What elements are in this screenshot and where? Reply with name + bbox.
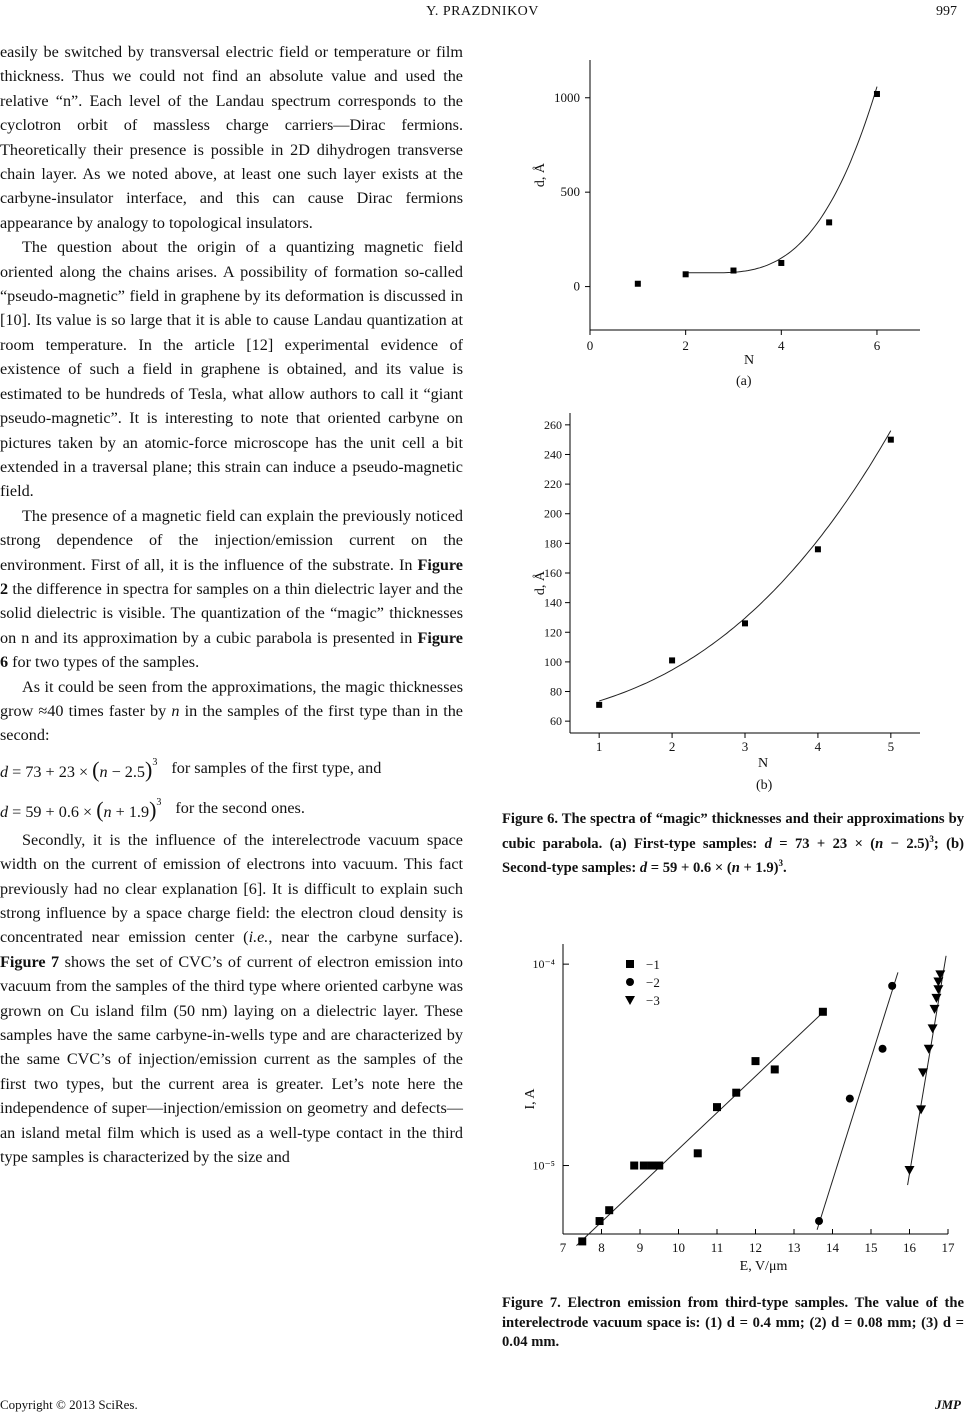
data-point xyxy=(888,437,894,443)
formula-1-text: for samples of the first type, and xyxy=(171,758,382,777)
x-tick-label: 12 xyxy=(749,1240,762,1255)
data-point-series-2 xyxy=(815,1217,823,1225)
p5-text-c: shows the set of CVC’s of current of electron emission into vacuum from the samples of the third type where oriented carbyne was grown on Cu island film (50 nm) laying on a dielectric layer. These samples have the same carbyne-in-wells type and are characterized by the same CVC’s of injection/emission current as the samples of the first two types, but the current area is greater. Let’s note here the independence of super—injection/emission on geometry and defects—an island metal film which is used as a well-type contact in the third type samples is characterized by the size and xyxy=(0,952,463,1167)
figure-6b-label: (b) xyxy=(756,778,773,793)
page-number: 997 xyxy=(936,4,957,19)
data-point-series-1 xyxy=(596,1217,604,1225)
data-point-series-2 xyxy=(888,982,896,990)
data-point xyxy=(596,702,602,708)
y-tick-label: 120 xyxy=(544,625,562,640)
x-tick-label: 15 xyxy=(864,1240,878,1255)
paragraph-5 xyxy=(0,828,463,1170)
formula-first-type xyxy=(0,748,463,788)
x-tick-label: 17 xyxy=(941,1240,955,1255)
x-axis-label: N xyxy=(743,353,755,368)
figure-6b-chart xyxy=(520,408,940,778)
data-point-series-1 xyxy=(578,1237,586,1245)
y-tick-label: 100 xyxy=(544,654,562,669)
fit-line-2 xyxy=(817,972,898,1229)
data-point-series-1 xyxy=(771,1065,779,1073)
body-text-column xyxy=(0,40,463,1169)
data-point-series-1 xyxy=(605,1206,613,1214)
y-tick-label: 10⁻⁵ xyxy=(532,1158,555,1173)
fit-curve xyxy=(686,87,877,273)
p3-text-c: for two types of the samples. xyxy=(8,653,200,672)
paragraph-3 xyxy=(0,504,463,675)
figure-6-ref: Figure 6 xyxy=(0,628,463,672)
formula-2-equation: $d = 59 + 0.6 \times (n + 1.9)^3$ xyxy=(0,797,162,823)
data-point-series-1 xyxy=(655,1162,663,1170)
y-tick-label: 0 xyxy=(573,278,580,294)
y-tick-label: 200 xyxy=(544,506,562,521)
data-point xyxy=(826,219,832,225)
y-axis-label: d, Å xyxy=(533,162,548,188)
y-tick-label: 60 xyxy=(550,714,562,729)
p5-ie: i.e. xyxy=(248,928,269,947)
data-point-series-1 xyxy=(640,1162,648,1170)
x-tick-label: 3 xyxy=(741,739,749,754)
formula-1-equation: $d = 73 + 23 \times (n - 2.5)^3$ xyxy=(0,757,158,783)
data-point-series-3 xyxy=(916,1105,926,1114)
y-tick-label: 500 xyxy=(560,184,580,200)
data-point-series-3 xyxy=(905,1166,915,1175)
footer-journal: JMP xyxy=(935,1397,961,1412)
x-axis-label: E, V/μm xyxy=(739,1259,788,1274)
legend-label-1: −1 xyxy=(646,957,660,972)
y-tick-label: 10⁻⁴ xyxy=(532,957,555,972)
x-axis-label: N xyxy=(757,756,769,771)
x-tick-label: 2 xyxy=(682,338,689,353)
figure-7-ref: Figure 7 xyxy=(0,952,60,971)
formula-second-type xyxy=(0,788,463,828)
y-tick-label: 180 xyxy=(544,536,562,551)
x-tick-label: 2 xyxy=(668,739,676,754)
x-tick-label: 7 xyxy=(559,1240,567,1255)
running-header-author: Y. PRAZDNIKOV xyxy=(426,4,539,19)
data-point-series-2 xyxy=(846,1095,854,1103)
data-point-series-3 xyxy=(933,985,943,994)
x-tick-label: 9 xyxy=(636,1240,644,1255)
y-tick-label: 260 xyxy=(544,417,562,432)
data-point-series-3 xyxy=(930,1005,940,1014)
figure-6-caption: Figure 6. The spectra of “magic” thicknesses and their approximations by cubic parabola. (a) First-type samples: $d = 73 + 23 \times (n - 2.5)^3$; (b) Second-type samples: $d = 59 + 0.6 \times (n + 1.9)^3$. xyxy=(502,811,964,876)
data-point-series-3 xyxy=(924,1045,934,1054)
data-point-series-3 xyxy=(931,994,941,1003)
y-axis-label: d, Å xyxy=(533,570,548,596)
data-point-series-1 xyxy=(819,1008,827,1016)
data-point-series-1 xyxy=(648,1162,656,1170)
x-tick-label: 10 xyxy=(672,1240,685,1255)
figure-2-ref: Figure 2 xyxy=(0,555,463,598)
y-tick-label: 1000 xyxy=(554,89,580,105)
x-tick-label: 16 xyxy=(903,1240,916,1255)
p5-text-a: Secondly, it is the influence of the interelectrode vacuum space width on the current of emission of electrons into vacuum. This fact previously had no clear explanation [6]. It is difficult to explain such strong influence by a space charge field: the electron cloud density is concentrated near emission center ( xyxy=(0,830,463,947)
y-tick-label: 140 xyxy=(544,595,562,610)
x-tick-label: 1 xyxy=(595,739,603,754)
p4-text-b: in the samples of the first type than in the second: xyxy=(0,701,463,745)
p3-text-b: the difference in spectra for samples on a thin dielectric layer and the solid dielectric is visible. The quantization of the “magic” thicknesses on n and its approximation by a cubic parabola is presented in xyxy=(0,579,463,647)
figure-7-caption: Figure 7. Electron emission from third-type samples. The value of the interelectrode vacuum space is: (1) d = 0.4 mm; (2) d = 0.08 mm; (3) d = 0.04 mm. xyxy=(502,1295,964,1351)
data-point xyxy=(683,271,689,277)
legend-marker-2 xyxy=(626,978,634,986)
figure-6a-chart xyxy=(520,50,940,370)
x-tick-label: 14 xyxy=(826,1240,839,1255)
p5-text-b: , near the carbyne surface). xyxy=(268,928,463,947)
x-tick-label: 8 xyxy=(598,1240,605,1255)
x-tick-label: 5 xyxy=(887,739,895,754)
data-point-series-1 xyxy=(694,1149,702,1157)
data-point-series-2 xyxy=(879,1045,887,1053)
paragraph-2: The question about the origin of a quantizing magnetic field oriented along the chains arises. A possibility of formation so-called “pseudo-magnetic” field in graphene by its deformation is discussed in [10]. Its value is so large that it is able to cause Landau quantization at room temperature. In the article [12] experimental evidence of existence of such a field in graphene is obtained, and its value is estimated to be hundreds of Tesla, what allow authors to call it “giant pseudo-magnetic”. It is interesting to note that oriented carbyne on pictures taken by an atomic-force microscope has the unit cell a bit extended in a traversal plane; this strain can induce a pseudo-magnetic field. xyxy=(0,238,463,501)
data-point-series-1 xyxy=(732,1089,740,1097)
figure-6-caption-a: Figure 6. The spectra of “magic” thicknesses and their approximations by cubic parabola. (a) First-type samples: xyxy=(502,811,964,852)
x-tick-label: 4 xyxy=(814,739,822,754)
formula-2-text: for the second ones. xyxy=(175,798,305,817)
p4-text-a: As it could be seen from the approximations, the magic thicknesses grow ≈40 times faster by xyxy=(0,677,463,720)
data-point-series-1 xyxy=(752,1057,760,1065)
y-tick-label: 220 xyxy=(544,477,562,492)
legend-label-2: −2 xyxy=(646,975,660,990)
data-point xyxy=(730,268,736,274)
data-point-series-3 xyxy=(928,1024,938,1033)
paragraph-4 xyxy=(0,675,463,748)
data-point xyxy=(815,546,821,552)
y-tick-label: 80 xyxy=(550,684,562,699)
fit-curve xyxy=(599,431,891,701)
y-tick-label: 240 xyxy=(544,447,562,462)
data-point xyxy=(669,657,675,663)
data-point xyxy=(742,620,748,626)
figure-7-chart xyxy=(508,934,958,1284)
footer-copyright: Copyright © 2013 SciRes. xyxy=(0,1397,138,1412)
data-point xyxy=(635,281,641,287)
y-axis-label: I, A xyxy=(523,1088,538,1110)
fit-line-1 xyxy=(576,1009,826,1246)
figure-6a-label: (a) xyxy=(736,374,752,389)
legend-marker-3 xyxy=(625,996,635,1005)
data-point xyxy=(874,91,880,97)
x-tick-label: 13 xyxy=(787,1240,801,1255)
paragraph-1: easily be switched by transversal electric field or temperature or film thickness. Thus we could not find an absolute value and used the relative “n”. Each level of the Landau spectrum corresponds to the cyclotron orbit of massless charge carriers—Dirac fermions. Theoretically their presence is possible in 2D dihydrogen transverse chain layer. As we noted above, at least one such layer exists at the carbyne-insulator interface, and this can cause Dirac fermions appearance by analogy to topological insulators. xyxy=(0,43,463,232)
x-tick-label: 6 xyxy=(873,338,881,353)
x-tick-label: 0 xyxy=(586,338,594,353)
data-point xyxy=(778,260,784,266)
p4-n: n xyxy=(171,701,180,720)
x-tick-label: 4 xyxy=(778,338,785,353)
p3-text-a: The presence of a magnetic field can explain the previously noticed strong dependence of the injection/emission current on the environment. First of all, it is the influence of the substrate. In xyxy=(0,506,463,574)
figure-6-caption-b: ; (b) Second-type samples: xyxy=(502,835,964,876)
data-point-series-1 xyxy=(630,1162,638,1170)
legend-marker-1 xyxy=(626,960,634,968)
x-tick-label: 11 xyxy=(710,1240,724,1255)
y-tick-label: 160 xyxy=(544,566,562,580)
data-point-series-1 xyxy=(713,1103,721,1111)
legend-label-3: −3 xyxy=(646,993,660,1008)
